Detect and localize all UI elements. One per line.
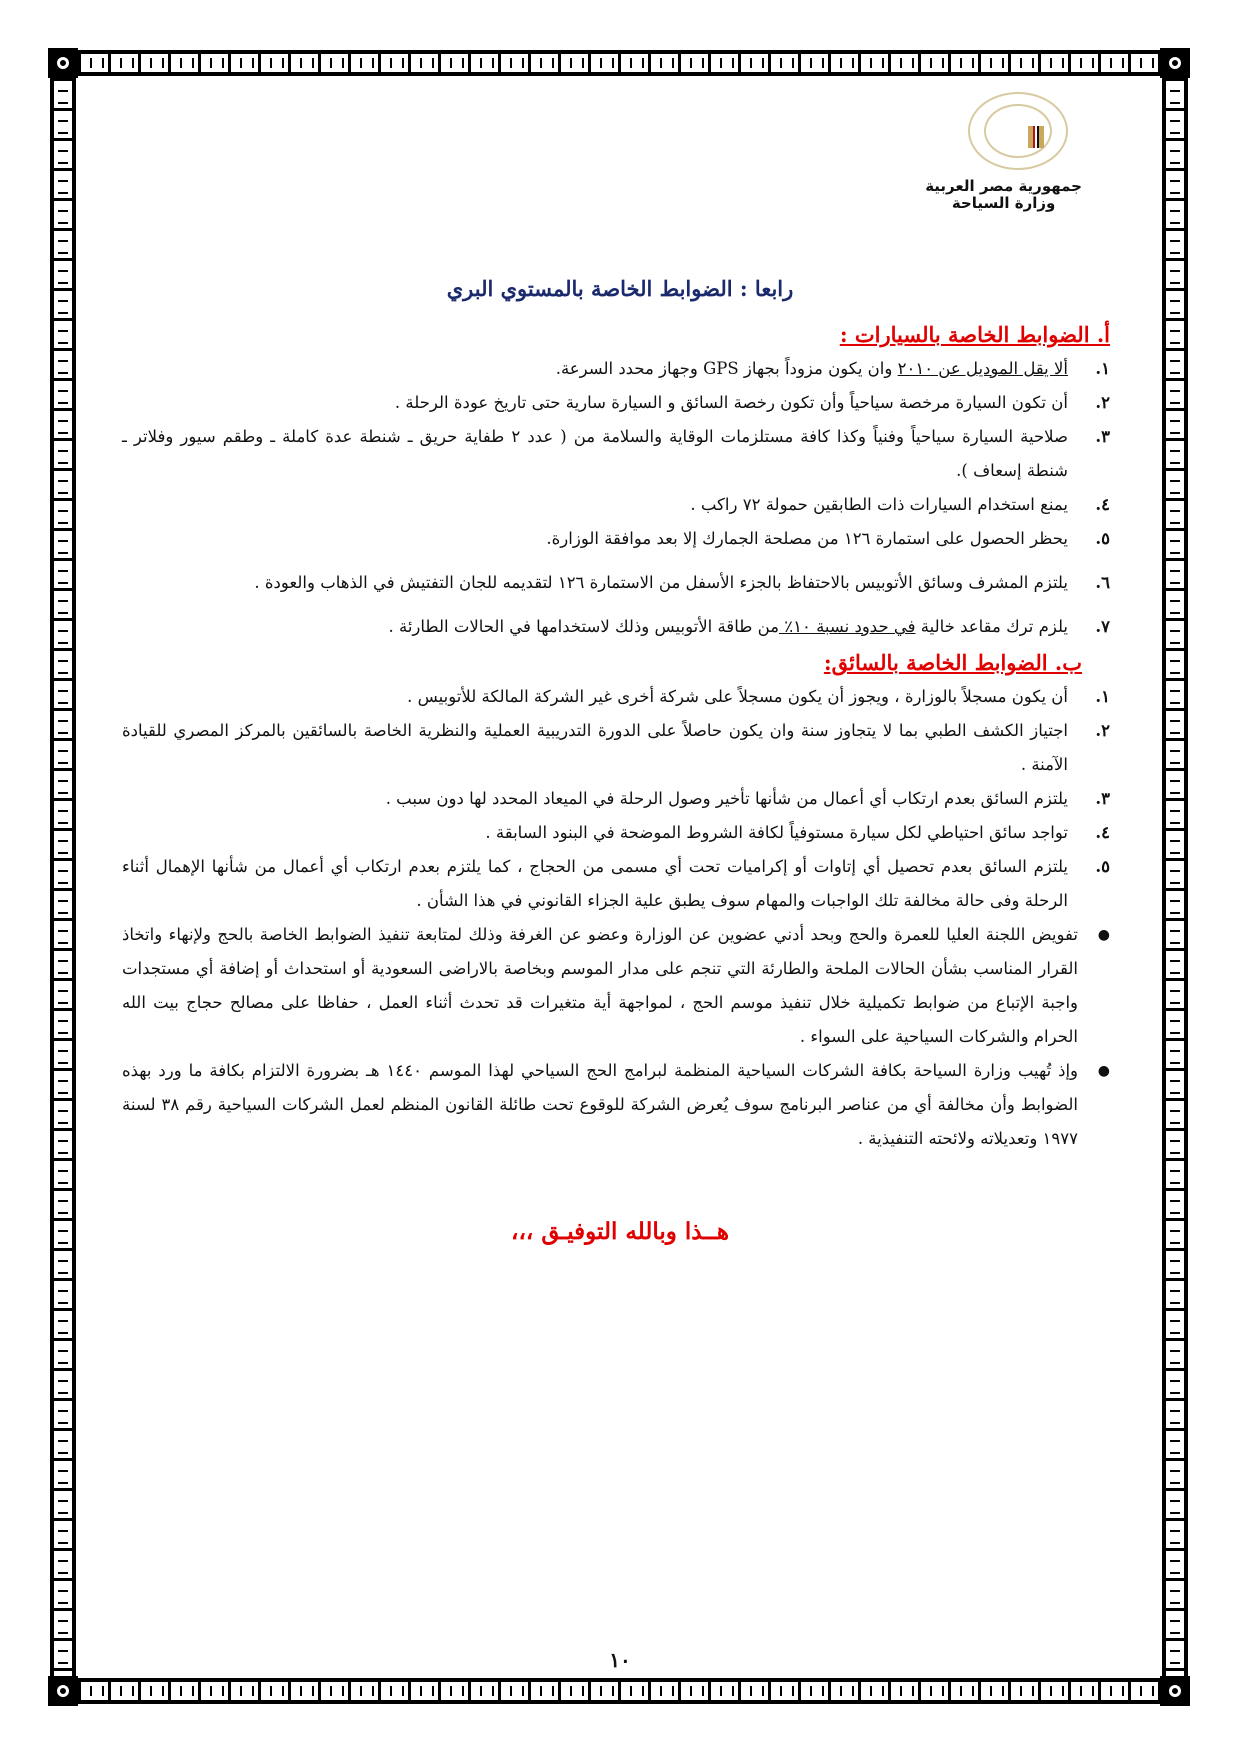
item-number: ٤.	[1095, 495, 1110, 514]
border-corner-top-right	[1160, 48, 1190, 78]
list-item	[122, 680, 1110, 714]
item-text: يحظر الحصول على استمارة ١٢٦ من مصلحة الجمارك إلا بعد موافقة الوزارة.	[546, 529, 1068, 548]
org-country: جمهورية مصر العربية	[925, 177, 1082, 195]
item-number: ٢.	[1095, 393, 1110, 412]
item-text: أن تكون السيارة مرخصة سياحياً وأن تكون رخصة السائق و السيارة سارية حتى تاريخ عودة الرحلة .	[394, 393, 1068, 412]
list-item	[122, 782, 1110, 816]
list-item	[122, 352, 1110, 386]
item-number: ٣.	[1095, 427, 1110, 446]
item-text: وان يكون مزوداً بجهاز GPS وجهاز محدد السرعة.	[555, 359, 898, 378]
list-item	[122, 386, 1110, 420]
item-number: ١.	[1095, 359, 1110, 378]
bullet-icon: ●	[1097, 927, 1110, 943]
page-title: رابعا : الضوابط الخاصة بالمستوي البري	[446, 276, 794, 301]
list-item	[122, 420, 1110, 488]
border-top	[78, 50, 1160, 76]
eagle-emblem-icon	[1028, 126, 1044, 148]
bullet-text: وإذ تُهيب وزارة السياحة بكافة الشركات السياحية المنظمة لبرامج الحج السياحي لهذا الموسم ١٤٤٠ هـ بضرورة الالتزام بكافة ما ورد بهذه الضوابط وأن مخالفة أي من عناصر البرنامج سوف يُعرض الشركة للوقوع تحت طائلة القانون المنظم لعمل الشركات السياحية رقم ٣٨ لسنة ١٩٧٧ وتعديلاته ولائحته التنفيذية .	[122, 1061, 1079, 1148]
ministry-seal-icon	[968, 92, 1068, 170]
item-text: صلاحية السيارة سياحياً وفنياً وكذا كافة مستلزمات الوقاية والسلامة من ( عدد ٢ طفاية حريق ـ شنطة عدة كاملة ـ وطقم سيور وفلاتر ـ شنطة إسعاف ).	[122, 427, 1068, 480]
item-text: تواجد سائق احتياطي لكل سيارة مستوفياً لكافة الشروط الموضحة في البنود السابقة .	[485, 823, 1068, 842]
item-text-pre: يلزم ترك مقاعد خالية	[915, 617, 1068, 636]
item-text-underlined: ألا يقل الموديل عن ٢٠١٠	[897, 359, 1068, 378]
bullet-text: تفويض اللجنة العليا للعمرة والحج وبحد أدني عضوين عن الوزارة وعضو عن الغرفة وذلك لمتابعة تنفيذ الضوابط الخاصة بالحج ولإنهاء واتخاذ القرار المناسب بشأن الحالات الملحة والطارئة التي تنجم على مدار الموسم وبخاصة بالاراضى السعودية أو استحداث أو إضافة أي مستجدات واجبة الإتباع من ضوابط تكميلية خلال تنفيذ موسم الحج ، لمواجهة أية متغيرات قد تحدث أثناء العمل ، حفاظا على مصالح حجاج بيت الله الحرام والشركات السياحية على السواء .	[122, 925, 1078, 1046]
border-right	[1162, 78, 1188, 1676]
item-text: يمنع استخدام السيارات ذات الطابقين حمولة ٧٢ راكب .	[690, 495, 1068, 514]
list-item	[122, 816, 1110, 850]
section-b-heading: ب. الضوابط الخاصة بالسائق:	[823, 650, 1082, 675]
item-text: من طاقة الأتوبيس وذلك لاستخدامها في الحالات الطارئة .	[388, 617, 779, 636]
item-number: ٣.	[1095, 789, 1110, 808]
section-cars	[122, 318, 1110, 1156]
section-a-heading: أ. الضوابط الخاصة بالسيارات :	[839, 322, 1110, 347]
bullet-item	[122, 1054, 1110, 1156]
item-text-underlined: في حدود نسبة ١٠٪	[779, 617, 916, 636]
item-number: ٥.	[1095, 857, 1110, 876]
closing-phrase: هــذا وبالله التوفيـق ،،،	[511, 1218, 729, 1245]
item-text: يلتزم المشرف وسائق الأتوبيس بالاحتفاظ بالجزء الأسفل من الاستمارة ١٢٦ لتقديمه للجان التفتيش في الذهاب والعودة .	[254, 573, 1068, 592]
list-item	[122, 850, 1110, 918]
item-text: أن يكون مسجلاً بالوزارة ، ويجوز أن يكون مسجلاً على شركة أخرى غير الشركة المالكة للأتوبيس .	[407, 687, 1068, 706]
border-left	[50, 78, 76, 1676]
item-text: يلتزم السائق بعدم ارتكاب أي أعمال من شأنها تأخير وصول الرحلة في الميعاد المحدد لها دون سبب .	[385, 789, 1068, 808]
item-number: ٤.	[1095, 823, 1110, 842]
border-corner-bottom-right	[1160, 1676, 1190, 1706]
seal-inner-ring	[984, 104, 1052, 158]
org-ministry: وزارة السياحة	[951, 194, 1056, 212]
border-bottom	[78, 1678, 1160, 1704]
page-number: ١٠	[609, 1648, 631, 1672]
list-item	[122, 714, 1110, 782]
item-number: ١.	[1095, 687, 1110, 706]
item-number: ٧.	[1095, 617, 1110, 636]
item-number: ٥.	[1095, 529, 1110, 548]
item-text: يلتزم السائق بعدم تحصيل أي إتاوات أو إكراميات تحت أي مسمى من الحجاج ، كما يلتزم بعدم ارتكاب أي أعمال من شأنها الإهمال أثناء الرحلة وفى حالة مخالفة تلك الواجبات والمهام سوف يطبق علية الجزاء القانوني في هذا الشأن .	[122, 857, 1068, 910]
list-item	[122, 522, 1110, 556]
border-corner-bottom-left	[48, 1676, 78, 1706]
item-number: ٦.	[1095, 573, 1110, 592]
organization-header	[925, 178, 1082, 212]
bullet-icon: ●	[1097, 1063, 1110, 1079]
item-number: ٢.	[1095, 721, 1110, 740]
border-corner-top-left	[48, 48, 78, 78]
bullet-item	[122, 918, 1110, 1054]
item-text: اجتياز الكشف الطبي بما لا يتجاوز سنة وان يكون حاصلاً على الدورة التدريبية العملية والنظرية الخاصة بالسائقين بالمركز المصري للقيادة الآمنة .	[122, 721, 1068, 774]
list-item	[122, 488, 1110, 522]
list-item	[122, 566, 1110, 600]
list-item	[122, 610, 1110, 644]
